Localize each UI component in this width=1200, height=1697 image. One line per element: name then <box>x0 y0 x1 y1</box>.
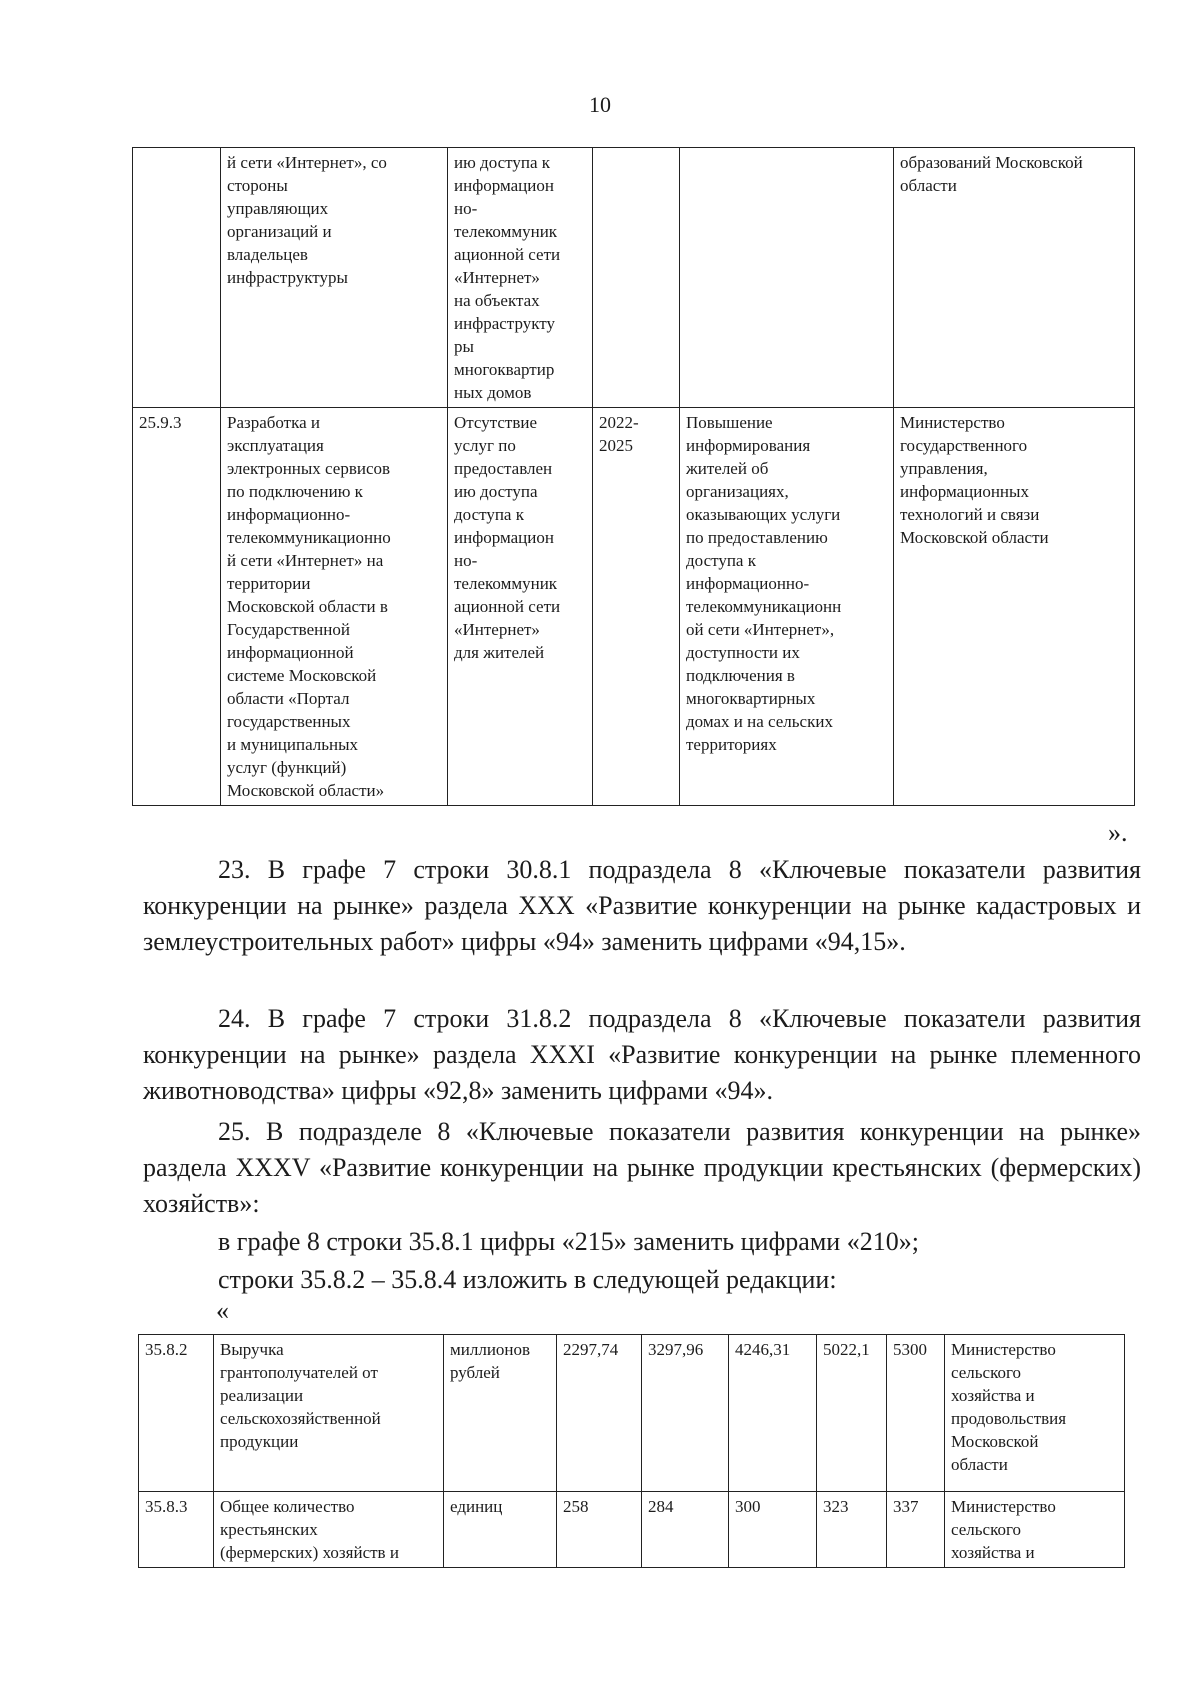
indicators-table <box>138 1334 1125 1568</box>
table-row <box>139 1335 1125 1492</box>
row-number-cell <box>133 148 221 408</box>
value-cell: 284 <box>642 1492 729 1568</box>
value-cell: 2297,74 <box>557 1335 642 1492</box>
opening-quote: « <box>216 1296 229 1325</box>
executor-cell: Министерство сельского хозяйства и <box>945 1492 1125 1568</box>
executor-cell: образований Московской области <box>894 148 1135 408</box>
value-cell: 4246,31 <box>729 1335 817 1492</box>
table-row <box>139 1492 1125 1568</box>
problem-cell: Отсутствие услуг по предоставлен ию доступа доступа к информацион но- телекоммуник ационной сети «Интернет» для жителей <box>448 408 593 806</box>
table-row <box>133 148 1135 408</box>
paragraph-24: 24. В графе 7 строки 31.8.2 подраздела 8 «Ключевые показатели развития конкуренции на рынке» раздела XXXI «Развитие конкуренции на рынке племенного животноводства» цифры «92,8» заменить цифрами «94». <box>143 1004 1141 1105</box>
value-cell: 5300 <box>887 1335 945 1492</box>
table-row <box>133 408 1135 806</box>
instruction-line-2: строки 35.8.2 – 35.8.4 изложить в следующей редакции: <box>218 1265 837 1294</box>
value-cell: 337 <box>887 1492 945 1568</box>
value-cell: 300 <box>729 1492 817 1568</box>
row-number-cell: 25.9.3 <box>133 408 221 806</box>
measure-cell: й сети «Интернет», со стороны управляющих организаций и владельцев инфраструктуры <box>221 148 448 408</box>
paragraph-25: 25. В подразделе 8 «Ключевые показатели развития конкуренции на рынке» раздела XXXV «Развитие конкуренции на рынке продукции крестьянских (фермерских) хозяйств»: <box>143 1117 1141 1218</box>
problem-cell: ию доступа к информацион но- телекоммуник ационной сети «Интернет» на объектах инфраструкту ры многоквартир ных домов <box>448 148 593 408</box>
paragraph-23: 23. В графе 7 строки 30.8.1 подраздела 8 «Ключевые показатели развития конкуренции на рынке» раздела XXX «Развитие конкуренции на рынке кадастровых и землеустроительных работ» цифры «94» заменить цифрами «94,15». <box>143 855 1141 956</box>
page-number: 10 <box>589 92 611 117</box>
row-number-cell: 35.8.3 <box>139 1492 214 1568</box>
result-cell: Повышение информирования жителей об организациях, оказывающих услуги по предоставлению доступа к информационно- телекоммуникационн ой сети «Интернет», доступности их подключения в многоквартирных домах и на сельских территориях <box>680 408 894 806</box>
result-cell <box>680 148 894 408</box>
unit-cell: миллионов рублей <box>444 1335 557 1492</box>
measure-cell: Разработка и эксплуатация электронных сервисов по подключению к информационно- телекоммуникационно й сети «Интернет» на территории Московской области в Государственной информационной системе Московской области «Портал государственных и муниципальных услуг (функций) Московской области» <box>221 408 448 806</box>
closing-quote: ». <box>1108 818 1128 847</box>
value-cell: 258 <box>557 1492 642 1568</box>
period-cell <box>593 148 680 408</box>
indicator-name-cell: Выручка грантополучателей от реализации сельскохозяйственной продукции <box>214 1335 444 1492</box>
value-cell: 5022,1 <box>817 1335 887 1492</box>
period-cell: 2022- 2025 <box>593 408 680 806</box>
unit-cell: единиц <box>444 1492 557 1568</box>
instruction-line-1: в графе 8 строки 35.8.1 цифры «215» заменить цифрами «210»; <box>218 1227 919 1256</box>
indicator-name-cell: Общее количество крестьянских (фермерских) хозяйств и <box>214 1492 444 1568</box>
row-number-cell: 35.8.2 <box>139 1335 214 1492</box>
value-cell: 323 <box>817 1492 887 1568</box>
executor-cell: Министерство сельского хозяйства и продовольствия Московской области <box>945 1335 1125 1492</box>
value-cell: 3297,96 <box>642 1335 729 1492</box>
executor-cell: Министерство государственного управления, информационных технологий и связи Московской области <box>894 408 1135 806</box>
measures-table <box>132 147 1135 806</box>
